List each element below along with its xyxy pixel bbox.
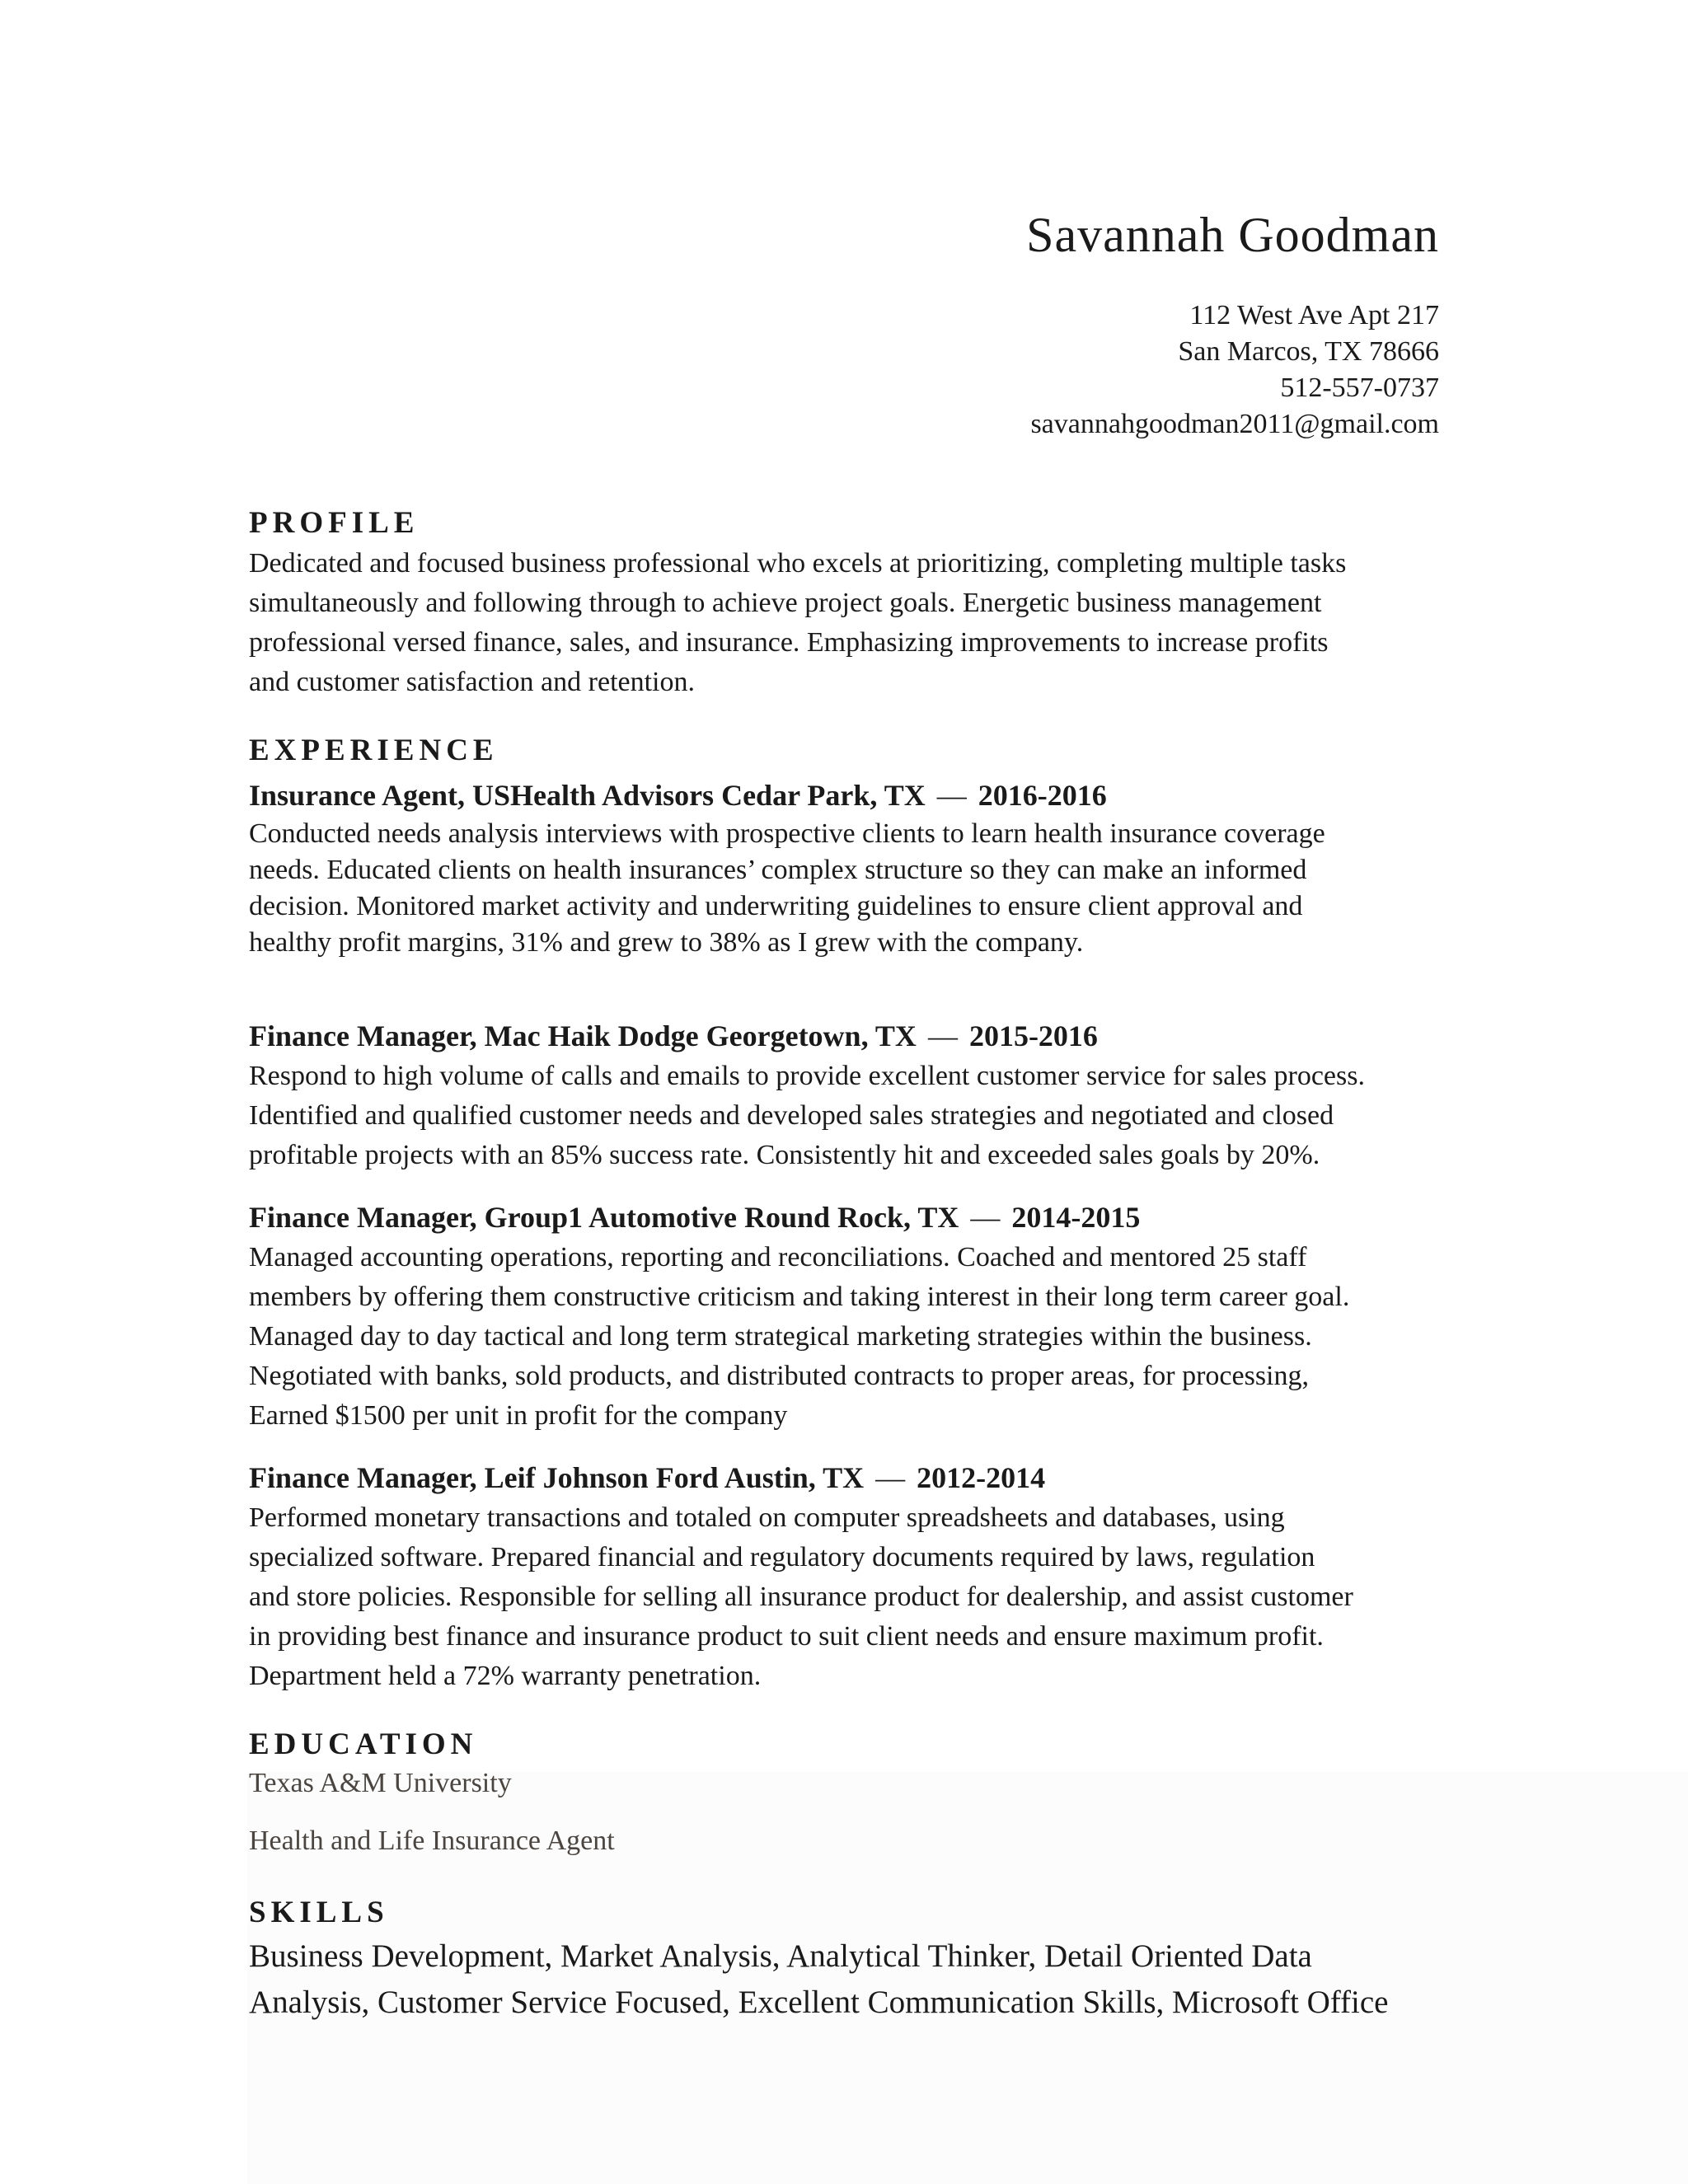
job-description-line: Earned $1500 per unit in profit for the company xyxy=(249,1400,788,1431)
job-title xyxy=(249,775,1452,816)
applicant-name: Savannah Goodman xyxy=(1026,208,1439,262)
job-description-line: Managed day to day tactical and long term strategical marketing strategies within the business. xyxy=(249,1321,1312,1352)
education-section xyxy=(249,1724,1452,1859)
job-description-line: Identified and qualified customer needs and developed sales strategies and negotiated and closed xyxy=(249,1100,1334,1131)
job-title-text: Finance Manager, Mac Haik Dodge Georgetown, TX xyxy=(249,1019,917,1052)
phone-number: 512-557-0737 xyxy=(1280,373,1439,403)
profile-text xyxy=(249,544,1452,702)
job-description-line: needs. Educated clients on health insurances’ complex structure so they can make an informed xyxy=(249,855,1307,885)
job-dates: 2015-2016 xyxy=(968,1019,1098,1052)
skills-section xyxy=(249,1892,1452,2026)
job-description-line: members by offering them constructive criticism and taking interest in their long term career goal. xyxy=(249,1282,1350,1312)
experience-heading: EXPERIENCE xyxy=(249,733,499,767)
resume-header xyxy=(1026,202,1439,443)
education-certification: Health and Life Insurance Agent xyxy=(249,1825,615,1856)
profile-line: professional versed finance, sales, and insurance. Emphasizing improvements to increase profits xyxy=(249,627,1329,658)
job-description-line: specialized software. Prepared financial and regulatory documents required by laws, regulation xyxy=(249,1542,1315,1572)
address-line-1: 112 West Ave Apt 217 xyxy=(1189,300,1439,330)
job-description-line: Managed accounting operations, reporting and reconciliations. Coached and mentored 25 staff xyxy=(249,1242,1307,1272)
experience-section xyxy=(249,730,1452,1696)
job-description-line: Respond to high volume of calls and emails to provide excellent customer service for sales process. xyxy=(249,1061,1365,1091)
job-title xyxy=(249,1457,1452,1498)
job-title xyxy=(249,1015,1452,1057)
job-separator: — xyxy=(936,779,967,812)
profile-heading: PROFILE xyxy=(249,506,420,540)
job-description-line: decision. Monitored market activity and underwriting guidelines to ensure client approval and xyxy=(249,891,1303,921)
job-description-line: Conducted needs analysis interviews with prospective clients to learn health insurance coverage xyxy=(249,818,1325,849)
job-dates: 2014-2015 xyxy=(1011,1201,1141,1234)
job-separator: — xyxy=(927,1019,958,1052)
job-entry xyxy=(249,1197,1452,1436)
profile-line: and customer satisfaction and retention. xyxy=(249,667,695,697)
job-description-line: and store policies. Responsible for selling all insurance product for dealership, and assist customer xyxy=(249,1582,1353,1612)
skills-line: Business Development, Market Analysis, Analytical Thinker, Detail Oriented Data xyxy=(249,1938,1312,1974)
job-description-line: in providing best finance and insurance product to suit client needs and ensure maximum profit. xyxy=(249,1621,1324,1652)
job-description-line: Performed monetary transactions and totaled on computer spreadsheets and databases, using xyxy=(249,1502,1285,1533)
job-title-text: Finance Manager, Group1 Automotive Round Rock, TX xyxy=(249,1201,959,1234)
job-description-line: Department held a 72% warranty penetration. xyxy=(249,1661,762,1691)
profile-line: simultaneously and following through to achieve project goals. Energetic business management xyxy=(249,588,1322,618)
job-title-text: Finance Manager, Leif Johnson Ford Austin, TX xyxy=(249,1461,865,1494)
skills-heading: SKILLS xyxy=(249,1896,389,1929)
address-line-2: San Marcos, TX 78666 xyxy=(1178,336,1439,367)
job-description-line: profitable projects with an 85% success rate. Consistently hit and exceeded sales goals by 20%. xyxy=(249,1140,1320,1170)
job-title xyxy=(249,1197,1452,1238)
job-separator: — xyxy=(970,1201,1001,1234)
resume-body xyxy=(249,503,1452,2026)
job-entry xyxy=(249,775,1452,961)
job-description-line: Negotiated with banks, sold products, and distributed contracts to proper areas, for processing, xyxy=(249,1361,1310,1391)
job-description-line: healthy profit margins, 31% and grew to 38% as I grew with the company. xyxy=(249,927,1084,958)
job-separator: — xyxy=(875,1461,906,1494)
education-heading: EDUCATION xyxy=(249,1727,478,1761)
education-school: Texas A&M University xyxy=(249,1768,512,1798)
profile-section xyxy=(249,503,1452,702)
job-dates: 2016-2016 xyxy=(978,779,1107,812)
skills-line: Analysis, Customer Service Focused, Excellent Communication Skills, Microsoft Office xyxy=(249,1985,1389,2020)
job-title-text: Insurance Agent, USHealth Advisors Cedar Park, TX xyxy=(249,779,926,812)
job-entry xyxy=(249,1457,1452,1696)
email-address: savannahgoodman2011@gmail.com xyxy=(1030,409,1439,439)
profile-line: Dedicated and focused business professional who excels at prioritizing, completing multiple tasks xyxy=(249,548,1347,579)
job-entry xyxy=(249,1015,1452,1175)
job-dates: 2012-2014 xyxy=(917,1461,1046,1494)
